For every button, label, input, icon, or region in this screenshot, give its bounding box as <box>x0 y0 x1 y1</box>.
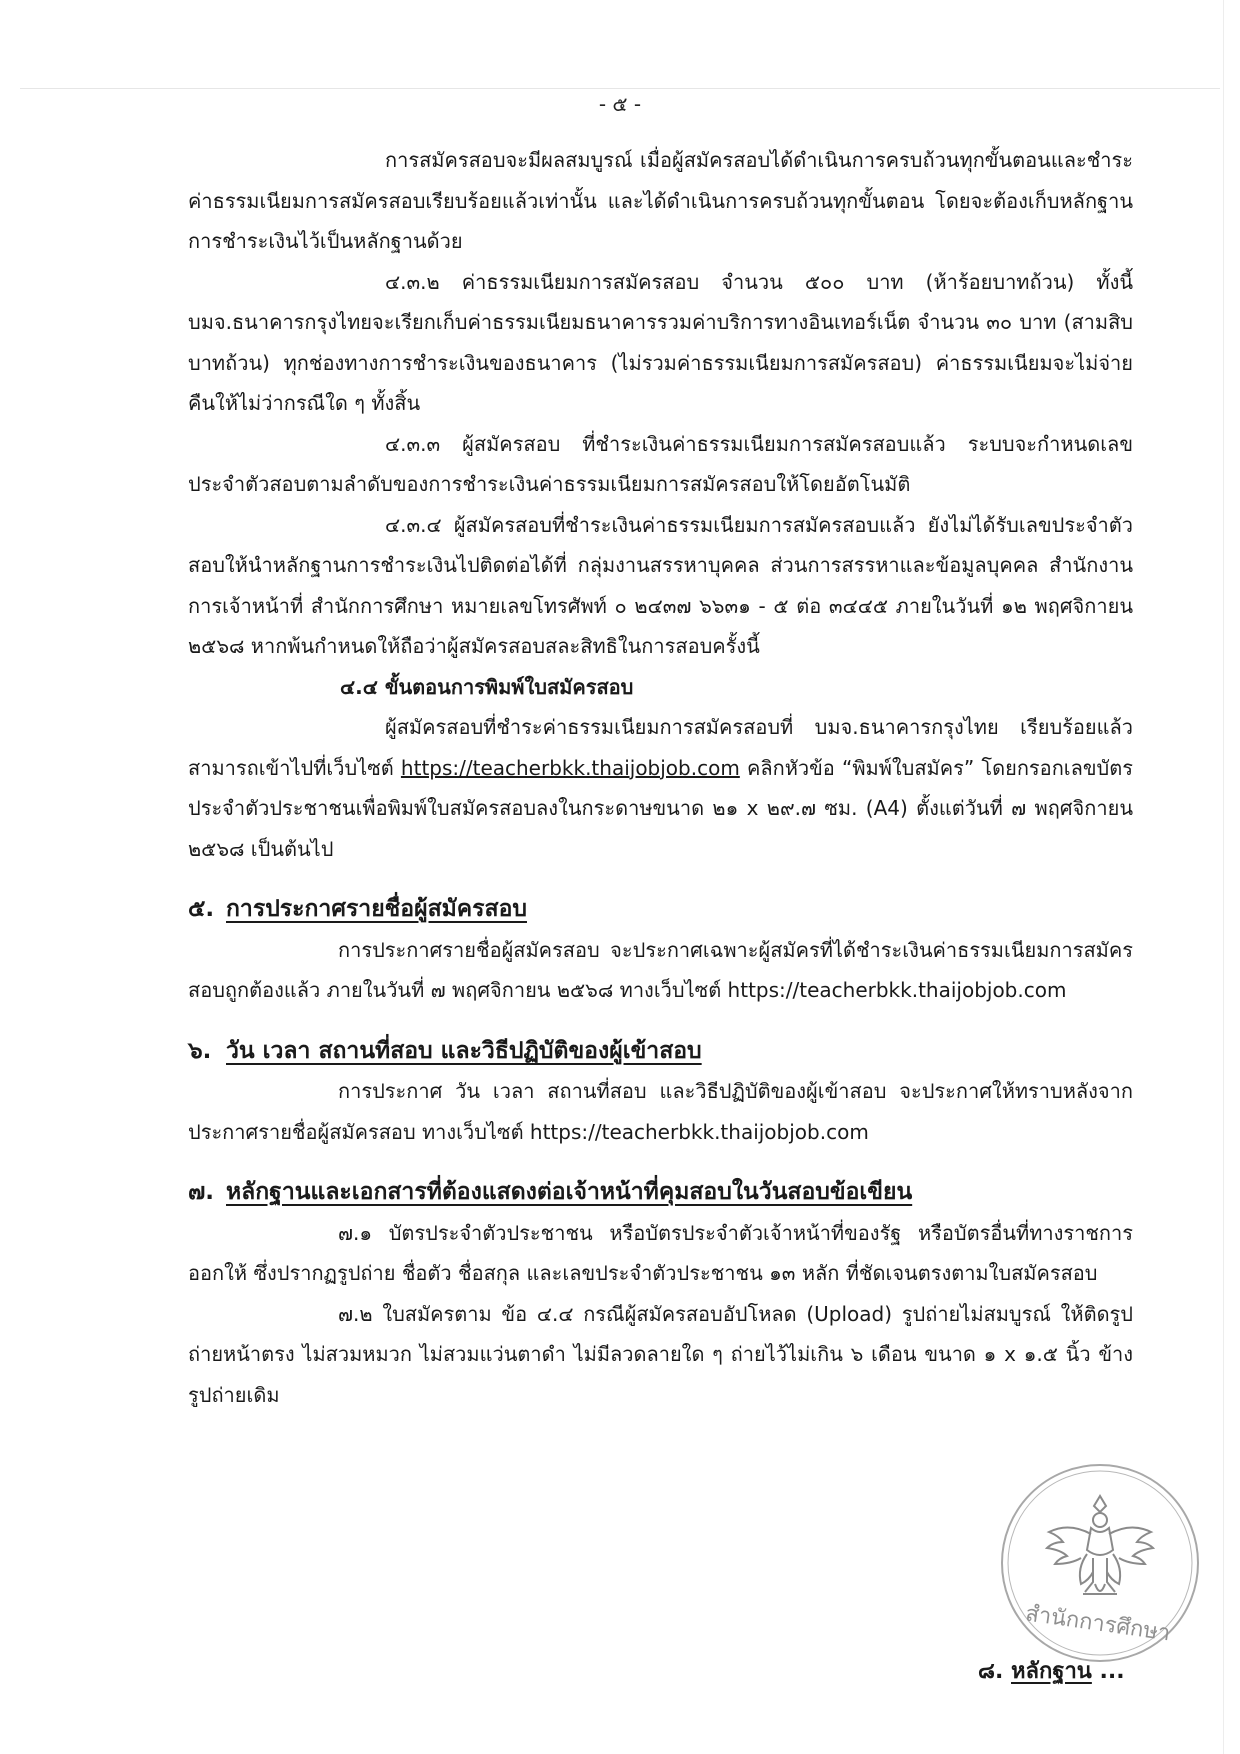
section-6-heading <box>188 1031 1133 1072</box>
next-page-label: หลักฐาน <box>1011 1659 1092 1684</box>
section-6-body: การประกาศ วัน เวลา สถานที่สอบ และวิธีปฏิบัติของผู้เข้าสอบ จะประกาศให้ทราบหลังจากประกาศรายชื่อผู้สมัครสอบ ทางเว็บไซต์ https://teacherbkk.thaijobjob.com <box>188 1079 1133 1144</box>
paragraph-4-4-text: ผู้สมัครสอบที่ชำระค่าธรรมเนียมการสมัครสอบที่ บมจ.ธนาคารกรุงไทย เรียบร้อยแล้ว สามารถเข้าไปที่เว็บไซต์ <box>188 715 1133 780</box>
next-page-continuation <box>978 1653 1125 1688</box>
section-5-heading <box>188 889 1133 930</box>
section-number: ๗. <box>188 1179 215 1205</box>
section-7-item-1: ๗.๑ บัตรประจำตัวประชาชน หรือบัตรประจำตัวเจ้าหน้าที่ของรัฐ หรือบัตรอื่นที่ทางราชการออกให้ ซึ่งปรากฏรูปถ่าย ชื่อตัว ชื่อสกุล และเลขประจำตัวประชาชน ๑๓ หลัก ที่ชัดเจนตรงตามใบสมัครสอบ <box>188 1220 1133 1285</box>
seal-text: สำนักการศึกษา <box>1023 1601 1172 1647</box>
subheading-4-4: ๔.๔ ขั้นตอนการพิมพ์ใบสมัครสอบ <box>340 674 634 699</box>
section-7-item-2: ๗.๒ ใบสมัครตาม ข้อ ๔.๔ กรณีผู้สมัครสอบอัปโหลด (Upload) รูปถ่ายไม่สมบูรณ์ ให้ติดรูปถ่ายหน้าตรง ไม่สวมหมวก ไม่สวมแว่นตาดำ ไม่มีลวดลายใด ๆ ถ่ายไว้ไม่เกิน ๖ เดือน ขนาด ๑ x ๑.๕ นิ้ว ข้างรูปถ่ายเดิม <box>188 1301 1133 1407</box>
section-title: การประกาศรายชื่อผู้สมัครสอบ <box>226 896 527 922</box>
garuda-seal-icon <box>995 1458 1205 1668</box>
paragraph-4-4-text-cont: คลิกหัวข้อ “พิมพ์ใบสมัคร” โดยกรอกเลขบัตรประจำตัวประชาชนเพื่อพิมพ์ใบสมัครสอบลงในกระดาษขนาด ๒๑ x ๒๙.๗ ซม. (A4) ตั้งแต่วันที่ ๗ พฤศจิกายน ๒๕๖๘ เป็นต้นไป <box>188 755 1133 861</box>
next-page-ellipsis: ... <box>1091 1659 1125 1684</box>
paragraph-registration-complete: การสมัครสอบจะมีผลสมบูรณ์ เมื่อผู้สมัครสอบได้ดำเนินการครบถ้วนทุกขั้นตอนและชำระค่าธรรมเนียมการสมัครสอบเรียบร้อยแล้วเท่านั้น และได้ดำเนินการครบถ้วนทุกขั้นตอน โดยจะต้องเก็บหลักฐานการชำระเงินไว้เป็นหลักฐานด้วย <box>188 148 1133 253</box>
page-number: - ๕ - <box>598 92 642 116</box>
section-number: ๕. <box>188 896 215 922</box>
document-body <box>188 140 1133 1415</box>
section-title: หลักฐานและเอกสารที่ต้องแสดงต่อเจ้าหน้าที่คุมสอบในวันสอบข้อเขียน <box>226 1179 913 1205</box>
paragraph-4-3-3: ๔.๓.๓ ผู้สมัครสอบ ที่ชำระเงินค่าธรรมเนียมการสมัครสอบแล้ว ระบบจะกำหนดเลขประจำตัวสอบตามลำดับของการชำระเงินค่าธรรมเนียมการสมัครสอบให้โดยอัตโนมัติ <box>188 431 1133 496</box>
section-5-body: การประกาศรายชื่อผู้สมัครสอบ จะประกาศเฉพาะผู้สมัครที่ได้ชำระเงินค่าธรรมเนียมการสมัครสอบถูกต้องแล้ว ภายในวันที่ ๗ พฤศจิกายน ๒๕๖๘ ทางเว็บไซต์ https://teacherbkk.thaijobjob.com <box>188 937 1133 1002</box>
section-title: วัน เวลา สถานที่สอบ และวิธีปฏิบัติของผู้เข้าสอบ <box>226 1037 702 1064</box>
section-7-heading <box>188 1172 1133 1213</box>
scan-edge-line <box>1223 0 1224 1754</box>
website-link[interactable]: https://teacherbkk.thaijobjob.com <box>400 755 740 780</box>
paragraph-4-3-2: ๔.๓.๒ ค่าธรรมเนียมการสมัครสอบ จำนวน ๕๐๐ บาท (ห้าร้อยบาทถ้วน) ทั้งนี้ บมจ.ธนาคารกรุงไทยจะเรียกเก็บค่าธรรมเนียมธนาคารรวมค่าบริการทางอินเทอร์เน็ต จำนวน ๓๐ บาท (สามสิบบาทถ้วน) ทุกช่องทางการชำระเงินของธนาคาร (ไม่รวมค่าธรรมเนียมการสมัครสอบ) ค่าธรรมเนียมจะไม่จ่ายคืนให้ไม่ว่ากรณีใด ๆ ทั้งสิ้น <box>188 269 1133 415</box>
paragraph-4-4 <box>188 707 1133 869</box>
paragraph-4-3-4: ๔.๓.๔ ผู้สมัครสอบที่ชำระเงินค่าธรรมเนียมการสมัครสอบแล้ว ยังไม่ได้รับเลขประจำตัวสอบให้นำหลักฐานการชำระเงินไปติดต่อได้ที่ กลุ่มงานสรรหาบุคคล ส่วนการสรรหาและข้อมูลบุคคล สำนักงานการเจ้าหน้าที่ สำนักการศึกษา หมายเลขโทรศัพท์ ๐ ๒๔๓๗ ๖๖๓๑ - ๕ ต่อ ๓๔๔๕ ภายในวันที่ ๑๒ พฤศจิกายน ๒๕๖๘ หากพ้นกำหนดให้ถือว่าผู้สมัครสอบสละสิทธิในการสอบครั้งนี้ <box>188 512 1133 658</box>
section-number: ๖. <box>188 1037 212 1064</box>
next-page-number: ๘. <box>978 1659 1004 1684</box>
